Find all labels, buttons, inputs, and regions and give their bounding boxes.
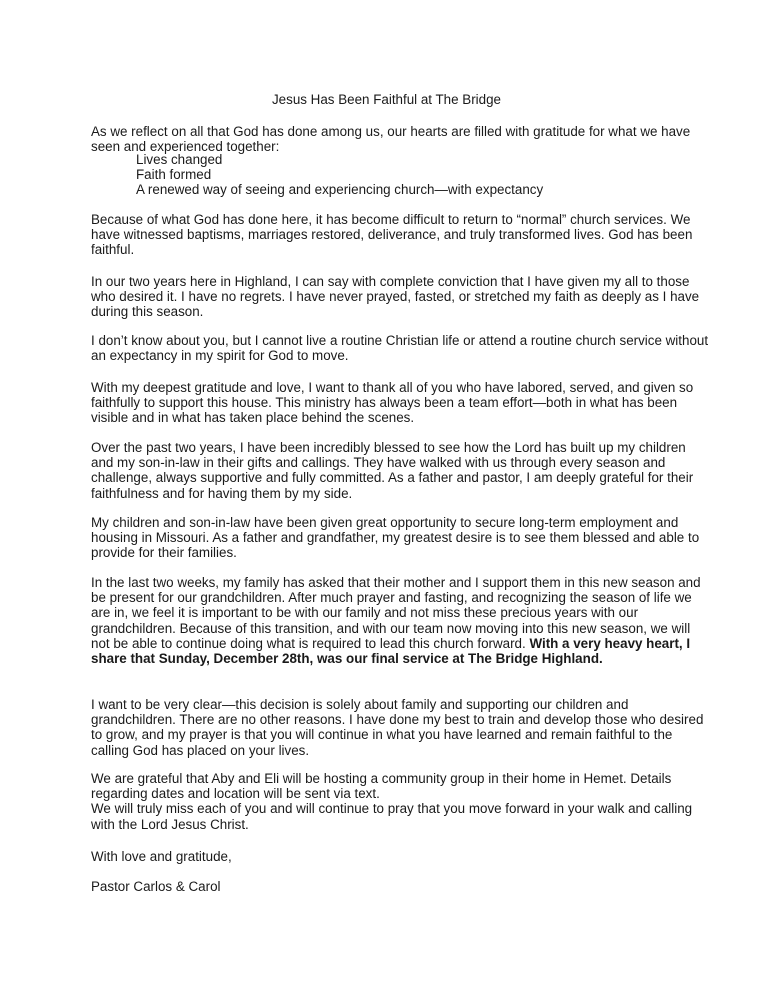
list-item: A renewed way of seeing and experiencing church—with expectancy xyxy=(136,182,544,198)
farewell-text: We will truly miss each of you and will continue to pray that you move forward in your walk and calling with the Lord Jesus Christ. xyxy=(91,801,693,832)
paragraph-missouri: My children and son-in-law have been given great opportunity to secure long-term employment and housing in Missouri. As a father and grandfather, my greatest desire is to see them blessed and able to provide for their families. xyxy=(91,515,700,561)
final-service-announcement: With a very heavy heart, I share that Sunday, December 28th, was our final service at The Bridge Highland. xyxy=(91,635,691,667)
paragraph-clarification: I want to be very clear—this decision is solely about family and supporting our children and grandchildren. There are no other reasons. I have done my best to train and develop those who desired to grow, and my prayer is that you will continue in what you have learned and remain faithful to the calling God has placed on your lives. xyxy=(91,697,704,758)
paragraph-children: Over the past two years, I have been incredibly blessed to see how the Lord has built up my children and my son-in-law in their gifts and callings. They have walked with us through every season and challenge, always supportive and fully committed. As a father and pastor, I am deeply grateful for their faithfulness and for having them by my side. xyxy=(91,440,694,501)
paragraph-routine: I don’t know about you, but I cannot live a routine Christian life or attend a routine church service without an expectancy in my spirit for God to move. xyxy=(91,333,709,364)
paragraph-transition xyxy=(91,575,711,666)
community-group-text: We are grateful that Aby and Eli will be hosting a community group in their home in Hemet. Details regarding dates and location will be sent via text. xyxy=(91,771,672,802)
intro-paragraph: As we reflect on all that God has done among us, our hearts are filled with gratitude for what we have seen and experienced together: xyxy=(91,124,691,155)
closing-line: With love and gratitude, xyxy=(91,849,232,864)
blessings-list xyxy=(136,152,696,198)
list-item: Lives changed xyxy=(136,152,223,167)
letter-title: Jesus Has Been Faithful at The Bridge xyxy=(271,92,501,107)
paragraph-return-normal: Because of what God has done here, it has become difficult to return to “normal” church services. We have witnessed baptisms, marriages restored, deliverance, and truly transformed lives. God has been faithful. xyxy=(91,212,693,258)
paragraph-two-years: In our two years here in Highland, I can say with complete conviction that I have given my all to those who desired it. I have no regrets. I have never prayed, fasted, or stretched my faith as deeply as I have during this season. xyxy=(91,274,700,320)
list-item: Faith formed xyxy=(136,167,212,183)
paragraph-community-group xyxy=(91,771,711,832)
transition-text: In the last two weeks, my family has asked that their mother and I support them in this new season and be present for our grandchildren. After much prayer and fasting, and recognizing the season of life we are in, we feel it is important to be with our family and not miss these precious years with our grandchildren. Because of this transition, and with our team now moving into this new season, we will not be able to continue doing what is required to lead this church forward. xyxy=(91,575,701,651)
signature: Pastor Carlos & Carol xyxy=(91,879,221,894)
paragraph-gratitude: With my deepest gratitude and love, I want to thank all of you who have labored, served, and given so faithfully to support this house. This ministry has always been a team effort—both in what has been visible and in what has taken place behind the scenes. xyxy=(91,380,694,426)
